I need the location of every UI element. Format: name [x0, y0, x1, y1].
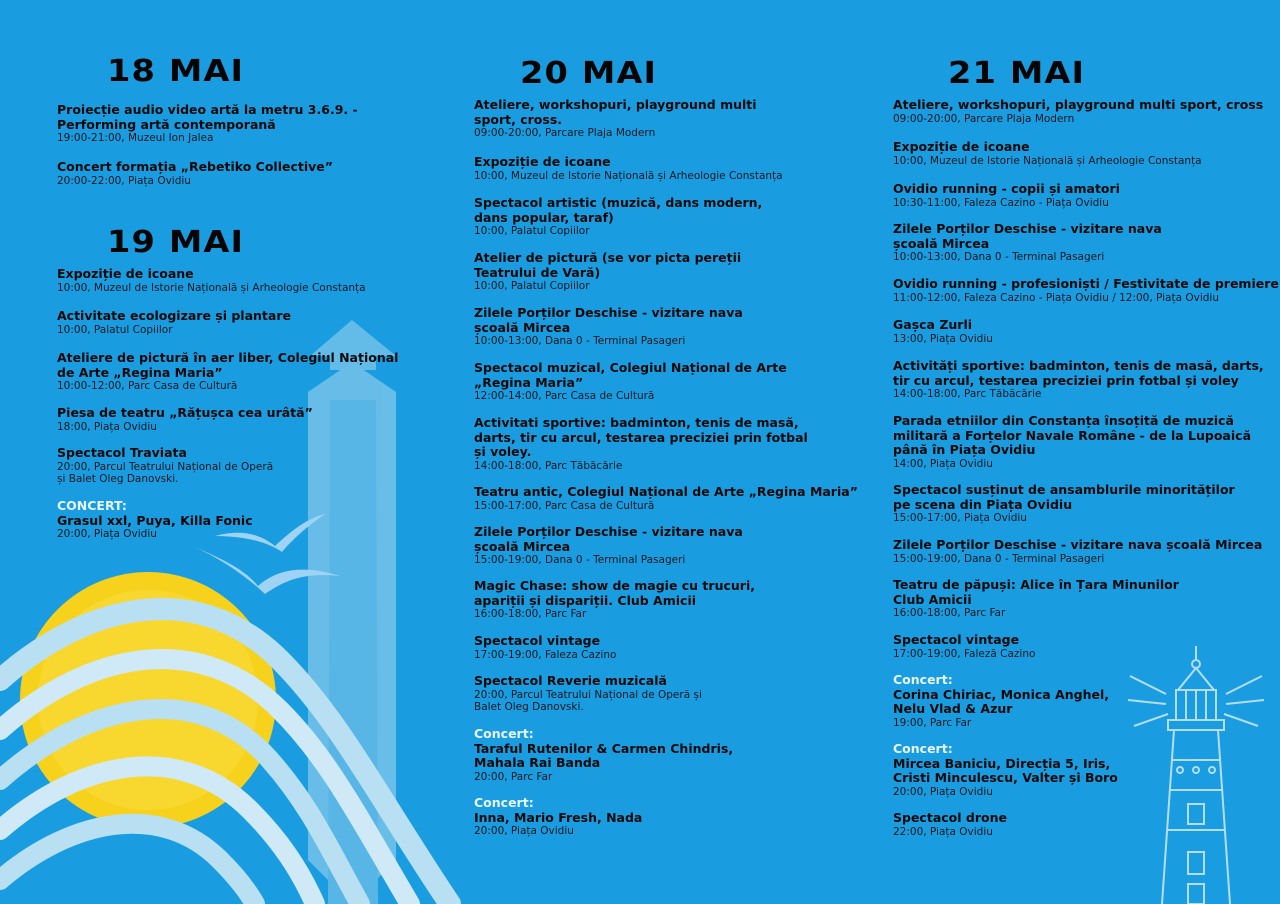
event-20-11 — [474, 634, 616, 661]
event-info: 16:00-18:00, Parc Far — [474, 608, 587, 620]
event-20-2 — [474, 155, 783, 182]
event-21-8 — [893, 414, 1251, 470]
concert-label: Concert: — [474, 795, 534, 810]
event-info: 15:00-19:00, Dana 0 - Terminal Pasageri — [893, 552, 1105, 565]
lighthouse-illustration — [1128, 646, 1264, 904]
day-title-21-mai: 21 MAI — [948, 56, 1086, 91]
event-18-2 — [57, 160, 333, 187]
event-title: Spectacol muzical, Colegiul Național de Arte „Regina Maria” — [474, 360, 787, 390]
event-title: Spectacol Traviata — [57, 445, 187, 460]
event-21-1 — [893, 98, 1263, 125]
event-20-13 — [474, 727, 733, 783]
event-title: Ovidio running - profesioniști / Festivitate de premiere — [893, 276, 1279, 291]
event-21-10 — [893, 538, 1262, 565]
event-info: 10:00, Palatul Copiilor — [57, 323, 173, 336]
event-20-10 — [474, 579, 755, 621]
event-info: 20:00, Piața Ovidiu — [57, 528, 157, 540]
event-21-12 — [893, 633, 1035, 660]
event-title: Expoziție de icoane — [474, 154, 611, 169]
event-20-14 — [474, 796, 642, 838]
event-info: 15:00-19:00, Dana 0 - Terminal Pasageri — [474, 554, 686, 566]
event-19-6 — [57, 499, 253, 541]
event-20-12 — [474, 674, 702, 714]
event-info: 10:00, Muzeul de Istorie Națională și Arheologie Constanța — [474, 169, 783, 182]
event-title: Ateliere de pictură în aer liber, Colegiul Național de Arte „Regina Maria” — [57, 350, 399, 380]
event-info: 17:00-19:00, Faleza Cazino — [474, 648, 617, 661]
event-info: 10:00, Palatul Copiilor — [474, 280, 590, 292]
event-title: Mircea Baniciu, Direcția 5, Iris, Cristi Minculescu, Valter și Boro — [893, 755, 1118, 785]
event-19-4 — [57, 406, 313, 433]
event-title: Spectacol drone — [893, 810, 1007, 825]
event-title: Activitate ecologizare și plantare — [57, 308, 291, 323]
event-title: Spectacol vintage — [474, 633, 601, 648]
event-title: Teatru de păpuși: Alice în Țara Minunilor Club Amicii — [893, 577, 1179, 607]
event-info: 18:00, Piața Ovidiu — [57, 420, 157, 433]
event-info: 20:00, Parcul Teatrului Național de Operă și Balet Oleg Danovski. — [57, 460, 274, 485]
event-title: Expoziție de icoane — [893, 139, 1030, 154]
concert-label: Concert: — [474, 726, 534, 741]
event-title: Zilele Porților Deschise - vizitare nava școală Mircea — [474, 305, 743, 335]
event-title: Parada etniilor din Constanța însoțită de muzică militară a Forțelor Navale Române - de la Lupoaică până în Piața Ovidiu — [893, 413, 1252, 457]
day-title-20-mai: 20 MAI — [520, 56, 658, 91]
event-title: Piesa de teatru „Rățușca cea urâtă” — [57, 405, 313, 420]
event-info: 12:00-14:00, Parc Casa de Cultură — [474, 390, 655, 402]
event-19-1 — [57, 267, 366, 294]
event-21-14 — [893, 742, 1118, 798]
event-title: Inna, Mario Fresh, Nada — [474, 809, 643, 825]
event-info: 16:00-18:00, Parc Far — [893, 607, 1006, 619]
event-title: Spectacol Reverie muzicală — [474, 673, 667, 688]
event-21-2 — [893, 140, 1202, 167]
event-21-6 — [893, 318, 993, 345]
event-title: Activități sportive: badminton, tenis de masă, darts, tir cu arcul, testarea preciziei prin fotbal și voley — [893, 358, 1264, 388]
event-title: Zilele Porților Deschise - vizitare nava școală Mircea — [474, 524, 743, 554]
event-info: 15:00-17:00, Parc Casa de Cultură — [474, 499, 655, 512]
event-20-4 — [474, 251, 741, 293]
event-20-1 — [474, 98, 757, 140]
event-info: 13:00, Piața Ovidiu — [893, 332, 993, 345]
event-title: Zilele Porților Deschise - vizitare nava școală Mircea — [893, 537, 1263, 552]
concert-label: CONCERT: — [57, 498, 127, 513]
event-info: 14:00, Piața Ovidiu — [893, 457, 993, 470]
event-title: Grasul xxl, Puya, Killa Fonic — [57, 512, 253, 528]
event-title: Spectacol susținut de ansamblurile minorităților pe scena din Piața Ovidiu — [893, 482, 1235, 512]
event-info: 19:00-21:00, Muzeul Ion Jalea — [57, 132, 214, 144]
event-21-4 — [893, 222, 1162, 264]
concert-label: Concert: — [893, 741, 953, 756]
event-info: 10:00-13:00, Dana 0 - Terminal Pasageri — [893, 251, 1105, 263]
event-21-9 — [893, 483, 1235, 525]
event-19-5 — [57, 446, 273, 486]
event-title: Proiecție audio video artă la metru 3.6.9. - Performing artă contemporană — [57, 102, 358, 132]
event-info: 11:00-12:00, Faleza Cazino - Piața Ovidiu / 12:00, Piața Ovidiu — [893, 291, 1219, 304]
event-title: Gașca Zurli — [893, 317, 973, 332]
event-title: Atelier de pictură (se vor picta pereții Teatrului de Vară) — [474, 250, 742, 280]
event-20-5 — [474, 306, 743, 348]
event-title: Ateliere, workshopuri, playground multi sport, cross. — [474, 97, 757, 127]
event-21-11 — [893, 578, 1179, 620]
event-20-6 — [474, 361, 787, 403]
event-info: 19:00, Parc Far — [893, 716, 972, 729]
event-info: 14:00-18:00, Parc Tăbăcărie — [893, 388, 1042, 400]
event-title: Spectacol artistic (muzică, dans modern, dans popular, taraf) — [474, 195, 763, 225]
day-title-18-mai: 18 MAI — [107, 54, 245, 89]
event-info: 20:00, Piața Ovidiu — [893, 785, 993, 798]
event-info: 17:00-19:00, Faleză Cazino — [893, 647, 1036, 660]
event-info: 10:00, Palatul Copiilor — [474, 225, 590, 237]
event-title: Magic Chase: show de magie cu trucuri, apariții și dispariții. Club Amicii — [474, 578, 755, 608]
event-20-3 — [474, 196, 762, 238]
event-info: 20:00, Piața Ovidiu — [474, 825, 574, 837]
event-20-7 — [474, 416, 808, 472]
event-18-1 — [57, 103, 358, 145]
event-info: 20:00, Parcul Teatrului Național de Operă și Balet Oleg Danovski. — [474, 688, 702, 713]
event-info: 22:00, Piața Ovidiu — [893, 825, 993, 838]
event-info: 09:00-20:00, Parcare Plaja Modern — [474, 127, 656, 139]
event-21-3 — [893, 182, 1120, 209]
event-title: Expoziție de icoane — [57, 266, 194, 281]
event-info: 20:00-22:00, Piața Ovidiu — [57, 174, 191, 187]
event-info: 10:00-12:00, Parc Casa de Cultură — [57, 380, 238, 392]
event-info: 09:00-20:00, Parcare Plaja Modern — [893, 112, 1075, 125]
event-info: 15:00-17:00, Piața Ovidiu — [893, 512, 1027, 524]
event-title: Teatru antic, Colegiul Național de Arte „Regina Maria” — [474, 484, 858, 499]
day-title-19-mai: 19 MAI — [107, 225, 245, 260]
event-21-15 — [893, 811, 1007, 838]
event-21-5 — [893, 277, 1279, 304]
event-info: 10:30-11:00, Faleza Cazino - Piața Ovidiu — [893, 196, 1109, 209]
event-title: Taraful Rutenilor & Carmen Chindris, Mahala Rai Banda — [474, 740, 734, 770]
concert-label: Concert: — [893, 672, 953, 687]
event-19-3 — [57, 351, 398, 393]
event-info: 10:00, Muzeul de Istorie Națională și Arheologie Constanța — [57, 281, 366, 294]
event-title: Spectacol vintage — [893, 632, 1020, 647]
event-title: Activitati sportive: badminton, tenis de masă, darts, tir cu arcul, testarea preciziei prin fotbal și voley. — [474, 415, 808, 459]
event-20-8 — [474, 485, 858, 512]
event-info: 10:00, Muzeul de Istorie Națională și Arheologie Constanța — [893, 154, 1202, 167]
event-info: 10:00-13:00, Dana 0 - Terminal Pasageri — [474, 335, 686, 347]
event-19-2 — [57, 309, 291, 336]
event-title: Corina Chiriac, Monica Anghel, Nelu Vlad & Azur — [893, 686, 1109, 716]
event-title: Concert formația „Rebetiko Collective” — [57, 159, 333, 174]
event-info: 14:00-18:00, Parc Tăbăcărie — [474, 459, 623, 472]
event-21-13 — [893, 673, 1109, 729]
event-20-9 — [474, 525, 743, 567]
event-title: Zilele Porților Deschise - vizitare nava școală Mircea — [893, 221, 1162, 251]
event-21-7 — [893, 359, 1264, 401]
event-title: Ovidio running - copii și amatori — [893, 181, 1120, 196]
event-title: Ateliere, workshopuri, playground multi sport, cross — [893, 97, 1264, 112]
event-info: 20:00, Parc Far — [474, 770, 553, 783]
